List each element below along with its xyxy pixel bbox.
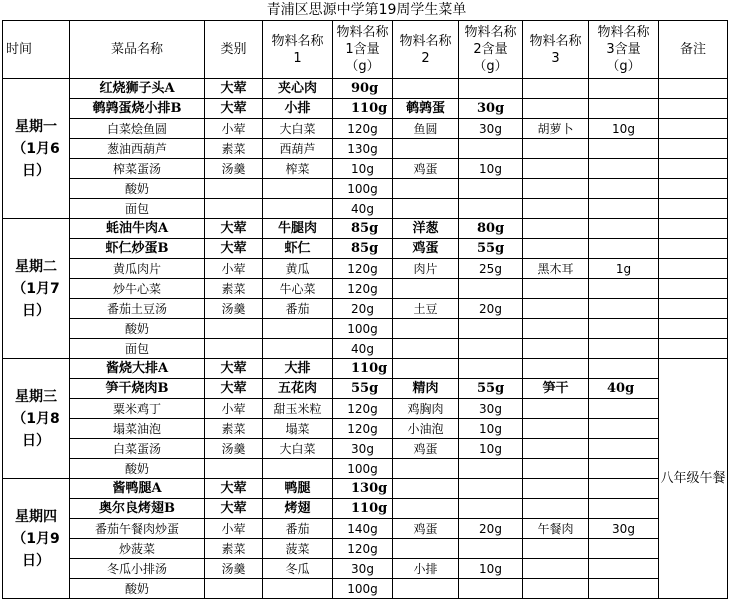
material-3	[523, 499, 589, 519]
material-2: 小油泡	[393, 419, 459, 439]
amount-3	[589, 359, 659, 379]
material-3	[523, 319, 589, 339]
material-1: 牛心菜	[263, 279, 333, 299]
dish-name: 白菜蛋汤	[70, 439, 205, 459]
amount-3	[589, 339, 659, 359]
material-1: 番茄	[263, 519, 333, 539]
material-2: 鸡蛋	[393, 159, 459, 179]
dish-name: 鹌鹑蛋烧小排B	[70, 99, 205, 119]
amount-2: 80g	[459, 219, 523, 239]
amount-2: 55g	[459, 239, 523, 259]
amount-2: 10g	[459, 439, 523, 459]
category	[205, 199, 263, 219]
amount-3	[589, 79, 659, 99]
material-1: 小排	[263, 99, 333, 119]
material-3	[523, 559, 589, 579]
header-time: 时间	[3, 21, 70, 79]
table-row	[3, 219, 728, 239]
amount-3	[589, 219, 659, 239]
header-amount-1: 物料名称 1含量 （g）	[333, 21, 393, 79]
material-2: 小排	[393, 559, 459, 579]
category: 汤羹	[205, 159, 263, 179]
material-3	[523, 359, 589, 379]
day-cell: 星期四 （1月9 日）	[3, 479, 70, 599]
day-cell: 星期一 （1月6 日）	[3, 79, 70, 219]
table-row	[3, 279, 728, 299]
table-row	[3, 259, 728, 279]
amount-3	[589, 99, 659, 119]
amount-2: 20g	[459, 519, 523, 539]
category: 汤羹	[205, 439, 263, 459]
table-row	[3, 299, 728, 319]
amount-2: 25g	[459, 259, 523, 279]
material-3	[523, 99, 589, 119]
amount-3: 1g	[589, 259, 659, 279]
material-1: 大白菜	[263, 119, 333, 139]
amount-3	[589, 479, 659, 499]
note-cell	[659, 259, 728, 279]
amount-3	[589, 539, 659, 559]
material-1: 夹心肉	[263, 79, 333, 99]
amount-1: 100g	[333, 319, 393, 339]
table-row	[3, 119, 728, 139]
table-row	[3, 439, 728, 459]
amount-1: 100g	[333, 459, 393, 479]
material-1: 甜玉米粒	[263, 399, 333, 419]
note-cell	[659, 159, 728, 179]
table-row	[3, 519, 728, 539]
material-3	[523, 199, 589, 219]
category: 小荤	[205, 399, 263, 419]
amount-2: 10g	[459, 159, 523, 179]
category	[205, 179, 263, 199]
material-2: 鸡蛋	[393, 519, 459, 539]
amount-2	[459, 179, 523, 199]
amount-3	[589, 319, 659, 339]
material-3	[523, 79, 589, 99]
material-3	[523, 279, 589, 299]
category: 大荤	[205, 479, 263, 499]
note-cell	[659, 99, 728, 119]
amount-2	[459, 579, 523, 599]
dish-name: 葱油西葫芦	[70, 139, 205, 159]
table-row	[3, 179, 728, 199]
material-3	[523, 579, 589, 599]
material-1: 榨菜	[263, 159, 333, 179]
dish-name: 笋干烧肉B	[70, 379, 205, 399]
material-2: 肉片	[393, 259, 459, 279]
material-2: 鸡蛋	[393, 239, 459, 259]
day-cell: 星期二 （1月7 日）	[3, 219, 70, 359]
table-row	[3, 99, 728, 119]
header-material-1: 物料名称 1	[263, 21, 333, 79]
dish-name: 酸奶	[70, 319, 205, 339]
material-2	[393, 319, 459, 339]
material-3: 黑木耳	[523, 259, 589, 279]
material-3: 笋干	[523, 379, 589, 399]
amount-1: 55g	[333, 379, 393, 399]
material-3	[523, 539, 589, 559]
material-3	[523, 139, 589, 159]
amount-2: 55g	[459, 379, 523, 399]
material-2	[393, 339, 459, 359]
dish-name: 虾仁炒蛋B	[70, 239, 205, 259]
table-row	[3, 239, 728, 259]
category	[205, 459, 263, 479]
material-2	[393, 139, 459, 159]
amount-3	[589, 279, 659, 299]
material-2: 洋葱	[393, 219, 459, 239]
amount-1: 85g	[333, 239, 393, 259]
material-2	[393, 579, 459, 599]
amount-2: 10g	[459, 419, 523, 439]
material-2	[393, 279, 459, 299]
dish-name: 酸奶	[70, 459, 205, 479]
material-1: 牛腿肉	[263, 219, 333, 239]
dish-name: 酸奶	[70, 179, 205, 199]
material-2: 鱼圆	[393, 119, 459, 139]
material-3	[523, 399, 589, 419]
amount-2	[459, 539, 523, 559]
dish-name: 粟米鸡丁	[70, 399, 205, 419]
category: 小荤	[205, 119, 263, 139]
note-cell	[659, 139, 728, 159]
note-cell	[659, 79, 728, 99]
category: 素菜	[205, 539, 263, 559]
material-1: 虾仁	[263, 239, 333, 259]
note-cell	[659, 319, 728, 339]
amount-3: 40g	[589, 379, 659, 399]
category: 汤羹	[205, 559, 263, 579]
material-3	[523, 339, 589, 359]
material-1	[263, 179, 333, 199]
material-2	[393, 199, 459, 219]
dish-name: 番茄午餐肉炒蛋	[70, 519, 205, 539]
material-3	[523, 439, 589, 459]
table-row	[3, 319, 728, 339]
table-row	[3, 159, 728, 179]
category: 素菜	[205, 139, 263, 159]
amount-2: 30g	[459, 119, 523, 139]
amount-2	[459, 199, 523, 219]
material-1: 西葫芦	[263, 139, 333, 159]
table-row	[3, 139, 728, 159]
amount-3	[589, 459, 659, 479]
header-material-2: 物料名称 2	[393, 21, 459, 79]
category: 小荤	[205, 519, 263, 539]
amount-3: 30g	[589, 519, 659, 539]
table-row	[3, 79, 728, 99]
material-3	[523, 159, 589, 179]
amount-2	[459, 279, 523, 299]
amount-1: 120g	[333, 279, 393, 299]
material-1	[263, 339, 333, 359]
amount-2	[459, 499, 523, 519]
amount-2	[459, 79, 523, 99]
amount-3	[589, 179, 659, 199]
note-cell	[659, 219, 728, 239]
table-row	[3, 339, 728, 359]
dish-name: 白菜烩鱼圆	[70, 119, 205, 139]
material-3	[523, 219, 589, 239]
dish-name: 奥尔良烤翅B	[70, 499, 205, 519]
category: 大荤	[205, 79, 263, 99]
note-cell	[659, 119, 728, 139]
amount-2	[459, 139, 523, 159]
material-2	[393, 539, 459, 559]
amount-3: 10g	[589, 119, 659, 139]
note-cell	[659, 299, 728, 319]
material-3: 午餐肉	[523, 519, 589, 539]
menu-table	[2, 20, 728, 599]
page-title: 青浦区思源中学第19周学生菜单	[266, 2, 467, 18]
note-cell: 八年级午餐	[659, 359, 728, 599]
material-1: 番茄	[263, 299, 333, 319]
amount-1: 110g	[333, 99, 393, 119]
table-row	[3, 499, 728, 519]
material-1	[263, 199, 333, 219]
table-row	[3, 199, 728, 219]
amount-2: 30g	[459, 99, 523, 119]
category: 素菜	[205, 279, 263, 299]
material-1	[263, 459, 333, 479]
header-material-3: 物料名称 3	[523, 21, 589, 79]
category	[205, 339, 263, 359]
amount-1: 10g	[333, 159, 393, 179]
amount-1: 40g	[333, 199, 393, 219]
category: 小荤	[205, 259, 263, 279]
material-3: 胡萝卜	[523, 119, 589, 139]
dish-name: 面包	[70, 199, 205, 219]
material-1	[263, 579, 333, 599]
note-cell	[659, 339, 728, 359]
amount-1: 120g	[333, 419, 393, 439]
category: 大荤	[205, 379, 263, 399]
material-2: 鸡蛋	[393, 439, 459, 459]
amount-3	[589, 499, 659, 519]
amount-2: 10g	[459, 559, 523, 579]
dish-name: 炒菠菜	[70, 539, 205, 559]
material-2	[393, 499, 459, 519]
amount-3	[589, 139, 659, 159]
amount-3	[589, 439, 659, 459]
material-3	[523, 459, 589, 479]
material-2	[393, 79, 459, 99]
amount-1: 110g	[333, 359, 393, 379]
material-1: 塌菜	[263, 419, 333, 439]
amount-1: 30g	[333, 559, 393, 579]
material-3	[523, 479, 589, 499]
note-cell	[659, 279, 728, 299]
amount-1: 20g	[333, 299, 393, 319]
material-2: 鹌鹑蛋	[393, 99, 459, 119]
dish-name: 冬瓜小排汤	[70, 559, 205, 579]
table-row	[3, 459, 728, 479]
table-row	[3, 379, 728, 399]
amount-1: 130g	[333, 479, 393, 499]
table-row	[3, 359, 728, 379]
material-2: 土豆	[393, 299, 459, 319]
amount-3	[589, 419, 659, 439]
table-row	[3, 399, 728, 419]
dish-name: 黄瓜肉片	[70, 259, 205, 279]
dish-name: 红烧狮子头A	[70, 79, 205, 99]
material-1: 大白菜	[263, 439, 333, 459]
amount-1: 140g	[333, 519, 393, 539]
category: 素菜	[205, 419, 263, 439]
table-row	[3, 539, 728, 559]
material-2: 精肉	[393, 379, 459, 399]
amount-3	[589, 199, 659, 219]
header-dish: 菜品名称	[70, 21, 205, 79]
note-cell	[659, 239, 728, 259]
header-row	[3, 21, 728, 79]
amount-2	[459, 479, 523, 499]
material-2	[393, 459, 459, 479]
header-amount-2: 物料名称 2含量 （g）	[459, 21, 523, 79]
amount-2	[459, 319, 523, 339]
amount-1: 30g	[333, 439, 393, 459]
material-1	[263, 319, 333, 339]
category: 大荤	[205, 499, 263, 519]
material-1: 大排	[263, 359, 333, 379]
dish-name: 酱鸭腿A	[70, 479, 205, 499]
table-row	[3, 559, 728, 579]
amount-1: 120g	[333, 399, 393, 419]
amount-1: 120g	[333, 259, 393, 279]
header-amount-3: 物料名称 3含量 （g）	[589, 21, 659, 79]
amount-1: 100g	[333, 179, 393, 199]
table-row	[3, 579, 728, 599]
material-1: 冬瓜	[263, 559, 333, 579]
category: 汤羹	[205, 299, 263, 319]
material-1: 菠菜	[263, 539, 333, 559]
amount-1: 130g	[333, 139, 393, 159]
amount-1: 120g	[333, 539, 393, 559]
material-1: 五花肉	[263, 379, 333, 399]
category	[205, 579, 263, 599]
amount-1: 100g	[333, 579, 393, 599]
amount-3	[589, 399, 659, 419]
material-2	[393, 479, 459, 499]
dish-name: 酱烧大排A	[70, 359, 205, 379]
header-note: 备注	[659, 21, 728, 79]
amount-2	[459, 459, 523, 479]
dish-name: 榨菜蛋汤	[70, 159, 205, 179]
day-cell: 星期三 （1月8 日）	[3, 359, 70, 479]
category: 大荤	[205, 219, 263, 239]
amount-1: 120g	[333, 119, 393, 139]
dish-name: 酸奶	[70, 579, 205, 599]
material-2	[393, 359, 459, 379]
note-cell	[659, 199, 728, 219]
amount-1: 110g	[333, 499, 393, 519]
category	[205, 319, 263, 339]
amount-3	[589, 579, 659, 599]
category: 大荤	[205, 239, 263, 259]
dish-name: 番茄土豆汤	[70, 299, 205, 319]
amount-1: 90g	[333, 79, 393, 99]
category: 大荤	[205, 359, 263, 379]
amount-2: 20g	[459, 299, 523, 319]
material-3	[523, 419, 589, 439]
material-3	[523, 239, 589, 259]
amount-1: 85g	[333, 219, 393, 239]
header-category: 类别	[205, 21, 263, 79]
category: 大荤	[205, 99, 263, 119]
amount-2	[459, 339, 523, 359]
material-1: 鸭腿	[263, 479, 333, 499]
dish-name: 面包	[70, 339, 205, 359]
amount-3	[589, 159, 659, 179]
amount-3	[589, 299, 659, 319]
amount-3	[589, 559, 659, 579]
dish-name: 塌菜油泡	[70, 419, 205, 439]
material-1: 烤翅	[263, 499, 333, 519]
amount-2	[459, 359, 523, 379]
amount-3	[589, 239, 659, 259]
table-row	[3, 419, 728, 439]
material-2: 鸡胸肉	[393, 399, 459, 419]
dish-name: 炒牛心菜	[70, 279, 205, 299]
note-cell	[659, 179, 728, 199]
amount-2: 30g	[459, 399, 523, 419]
amount-1: 40g	[333, 339, 393, 359]
material-2	[393, 179, 459, 199]
table-row	[3, 479, 728, 499]
material-3	[523, 179, 589, 199]
dish-name: 蚝油牛肉A	[70, 219, 205, 239]
material-3	[523, 299, 589, 319]
material-1: 黄瓜	[263, 259, 333, 279]
